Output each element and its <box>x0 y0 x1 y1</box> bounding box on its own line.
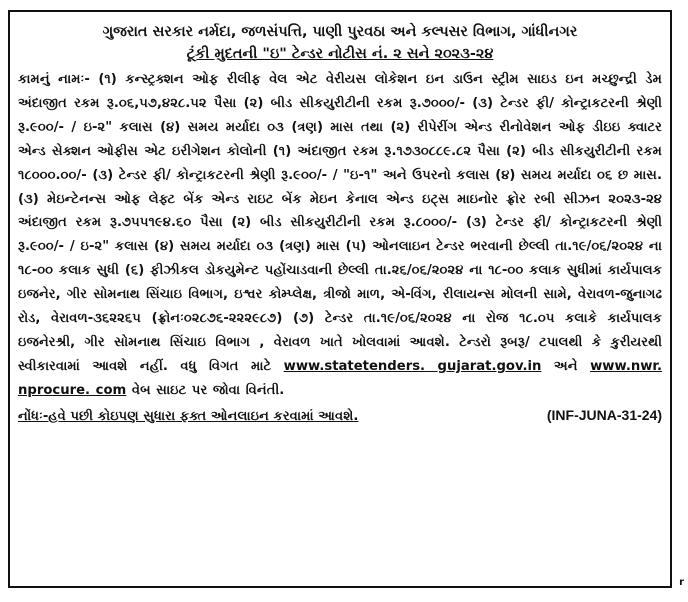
work-details-text: કામનું નામઃ- (૧) કન્સ્ટ્રક્શન ઓફ રીલીફ વેલ એટ વેરીયસ લોકેશન ઇન ડાઉન સ્ટ્રીમ સાઇડ ઇન મચ્છુન્દ્રી ડેમ અંદાજીત રકમ રૂ.૦૬,૫૭,૪૨૮.૫૨ પૈસા (૨) બીડ સીકયુરીટીની રકમ રૂ.૭૦૦૦/- (૩) ટેન્ડર ફી/ કોન્ટ્રાકટરની શ્રેણી રૂ.૯૦૦/- / ઇ-૨" કલાસ (૪) સમય મર્યાદા ૦૩ (ત્રણ) માસ તથા (૨) રીપેરીંગ એન્ડ રીનોવેશન ઓફ ડીઇઇ ક્વાટર એન્ડ સેક્શન ઓફીસ એટ ઇરીગેશન કોલોની (૧) અંદાજીત રકમ રૂ.૧૭૩૦૮૮૯.૮૨ પૈસા (૨) બીડ સીકયુરીટીની રકમ ૧૮૦૦૦.૦૦/- (૩) ટેન્ડર ફી/ કોન્ટ્રાકટરની શ્રેણી રૂ.૯૦૦/- / "ઇ-૧" અને ઉપરનો કલાસ (૪) સમય મર્યાદા ૦૬ છ માસ. (૩) મેઇન્ટેનન્સ ઓફ લેફ્ટ બેંક એન્ડ રાઇટ બેંક મેઇન કેનાલ એન્ડ ઇટ્સ માઇનોર ફ્રોર રબી સીઝન ૨૦૨૩-૨૪ અંદાજીત રકમ રૂ.૭૫૫૧૯૪.૬૦ પૈસા (૨) બીડ સીકયુરીટીની રકમ રૂ.૮૦૦૦/- (૩) ટેન્ડર ફી/ કોન્ટ્રાકટરની શ્રેણી રૂ.૯૦૦/- / ઇ-૨" કલાસ (૪) સમય મર્યાદા ૦૩ (ત્રણ) માસ (૫) ઓનલાઇન ટેન્ડર ભરવાની છેલ્લી તા.૧૯/૦૬/૨૦૨૪ ના ૧૮-૦૦ કલાક સુધી (૬) ફીઝીકલ ડોકયુમેન્ટ પહોંચાડવાની છેલ્લી તા.૨૬/૦૬/૨૦૨૪ ના ૧૮-૦૦ કલાક સુધીમાં કાર્યપાલક ઇજનેર, ગીર સોમનાથ સિંચાઇ વિભાગ, ઇશ્વર કોમ્પ્લેક્ષ, ત્રીજો માળ, એ-વિંગ, રીલાયન્સ મોલની સામે, વેરાવળ-જુનાગઢ રોડ, વેરાવળ-૩૬૨૨૬૫ (ફ્રોનઃ૦૨૮૭૬-૨૨૨૯૮૭) (૭) ટેન્ડર તા.૧૯/૦૬/૨૦૨૪ ના રોજ ૧૮.૦૫ કલાકે કાર્યપાલક ઇજનેરશ્રી, ગીર સોમનાથ સિંચાઇ વિભાગ , વેરાવળ ખાતે ખોલવામાં આવશે. ટેન્ડરો રૂબરૂ/ ટપાલથી કે કુરીયરથી સ્વીકારવામાં આવશે નહીં. વધુ વિગત માટે <box>18 72 662 374</box>
footer-row <box>18 403 662 429</box>
notice-title: ગુજરાત સરકાર નર્મદા, જળસંપત્તિ, પાણી પુરવઠા અને કલ્પસર વિભાગ, ગાંધીનગર <box>102 24 578 40</box>
note-text: નોંધઃ-હવે પછી કોઇપણ સુધારા ફક્ત ઓનલાઇન કરવામાં આવશે. <box>18 408 359 424</box>
website-request-text: વેબ સાઇટ પર જોવા વિનંતી. <box>131 382 285 398</box>
notice-subtitle: ટૂંકી મુદતની "ઇ" ટેન્ડર નોટીસ નં. ૨ સને ૨૦૨૩-૨૪ <box>186 46 494 62</box>
link-nprocure[interactable]: www.nwr. nprocure. com <box>18 358 663 398</box>
link-statetenders[interactable]: www.statetenders. gujarat.gov.in <box>283 358 542 374</box>
tender-notice <box>8 10 672 588</box>
edge-mark: r <box>679 577 684 588</box>
reference-code: (INF-JUNA-31-24) <box>546 406 662 423</box>
notice-body <box>18 68 662 403</box>
joiner-text: અને <box>553 358 578 374</box>
